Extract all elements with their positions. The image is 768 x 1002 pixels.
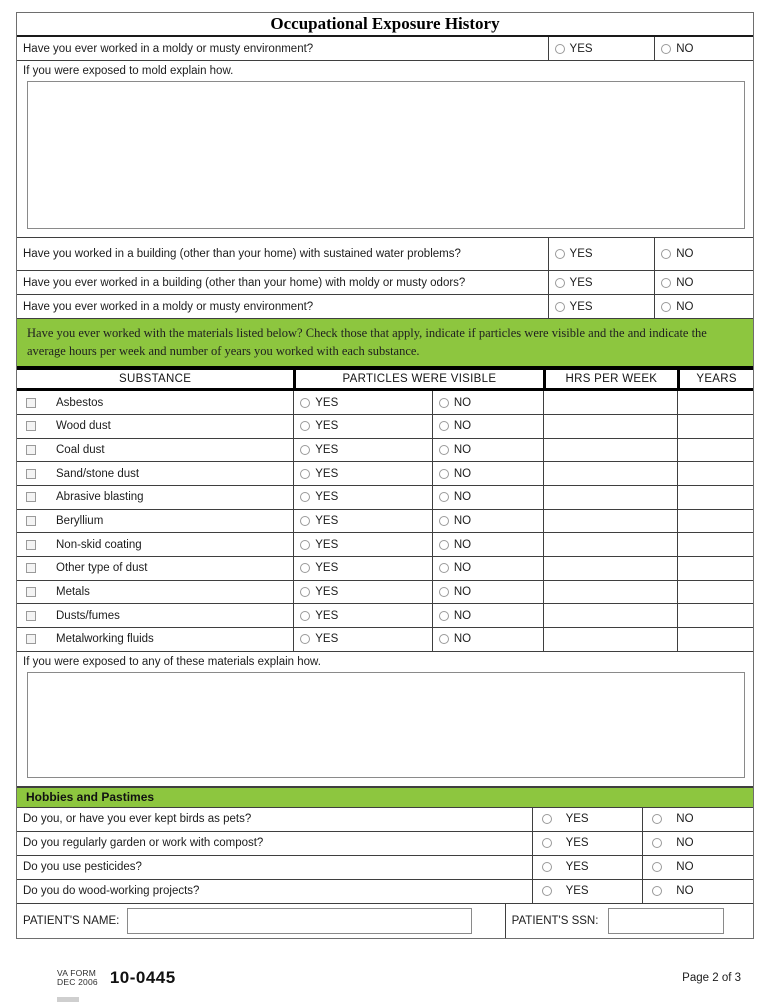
- hrs-per-week-input-cell[interactable]: [543, 557, 678, 580]
- yes-cell: [532, 880, 643, 903]
- question-text: Do you use pesticides?: [23, 861, 142, 874]
- particles-no-radio[interactable]: [439, 611, 449, 621]
- yes-label: YES: [565, 861, 589, 874]
- no-radio[interactable]: [661, 302, 671, 312]
- substance-table-body: [17, 391, 753, 652]
- particles-yes-cell: [293, 510, 432, 533]
- substance-row: [17, 604, 753, 628]
- particles-yes-radio[interactable]: [300, 469, 310, 479]
- va-form-text: VA FORM: [57, 968, 97, 978]
- patient-name-cell: [17, 904, 505, 938]
- particles-yes-radio[interactable]: [300, 516, 310, 526]
- particles-yes-radio[interactable]: [300, 634, 310, 644]
- materials-explain-section: [17, 652, 753, 787]
- hobby-question-row: [17, 880, 753, 904]
- particles-yes-radio[interactable]: [300, 445, 310, 455]
- question-row: [17, 271, 753, 295]
- yes-label: YES: [569, 276, 593, 289]
- no-radio[interactable]: [661, 249, 671, 259]
- no-label: NO: [453, 538, 472, 551]
- hobby-question-row: [17, 808, 753, 832]
- particles-no-cell: [432, 557, 543, 580]
- mold-explain-section: [17, 61, 753, 238]
- no-cell: [654, 271, 753, 294]
- substance-checkbox[interactable]: [26, 634, 36, 644]
- substance-cell: [17, 628, 293, 651]
- no-radio[interactable]: [652, 814, 662, 824]
- page-title: Occupational Exposure History: [270, 14, 500, 33]
- particles-yes-cell: [293, 462, 432, 485]
- question-text: Have you ever worked in a building (other than your home) with moldy or musty odors?: [23, 276, 466, 289]
- particles-yes-radio[interactable]: [300, 587, 310, 597]
- particles-yes-cell: [293, 533, 432, 556]
- years-input-cell[interactable]: [677, 439, 753, 462]
- substance-checkbox[interactable]: [26, 469, 36, 479]
- years-input-cell[interactable]: [677, 533, 753, 556]
- particles-no-cell: [432, 581, 543, 604]
- particles-yes-radio[interactable]: [300, 611, 310, 621]
- years-input-cell[interactable]: [677, 581, 753, 604]
- yes-radio[interactable]: [555, 278, 565, 288]
- particles-yes-cell: [293, 581, 432, 604]
- years-input-cell[interactable]: [677, 462, 753, 485]
- substance-row: [17, 462, 753, 486]
- patient-name-input[interactable]: [127, 908, 472, 934]
- particles-yes-radio[interactable]: [300, 421, 310, 431]
- substance-row: [17, 391, 753, 415]
- question-text: Do you regularly garden or work with compost?: [23, 837, 264, 850]
- hrs-per-week-input-cell[interactable]: [543, 533, 678, 556]
- substance-checkbox[interactable]: [26, 421, 36, 431]
- question-text: Have you ever worked in a moldy or musty environment?: [23, 300, 314, 313]
- particles-no-cell: [432, 439, 543, 462]
- no-label: NO: [453, 467, 472, 480]
- particles-no-cell: [432, 510, 543, 533]
- substance-label: Dusts/fumes: [56, 609, 120, 622]
- patient-name-label: PATIENT'S NAME:: [23, 914, 120, 927]
- substance-label: Wood dust: [56, 420, 111, 433]
- particles-yes-cell: [293, 604, 432, 627]
- hrs-per-week-input-cell[interactable]: [543, 510, 678, 533]
- particles-yes-cell: [293, 439, 432, 462]
- yes-radio[interactable]: [555, 44, 565, 54]
- va-form-date: DEC 2006: [57, 977, 98, 987]
- substance-checkbox[interactable]: [26, 563, 36, 573]
- no-radio[interactable]: [652, 838, 662, 848]
- particles-no-cell: [432, 628, 543, 651]
- patient-ssn-cell: [505, 904, 753, 938]
- particles-yes-cell: [293, 628, 432, 651]
- no-label: NO: [676, 861, 694, 874]
- hobbies-header-label: Hobbies and Pastimes: [26, 790, 155, 805]
- no-label: NO: [676, 300, 694, 313]
- years-input-cell[interactable]: [677, 415, 753, 438]
- substance-row: [17, 581, 753, 605]
- form-title-bar: [17, 13, 753, 37]
- header-hrs-per-week: HRS PER WEEK: [543, 370, 678, 388]
- yes-cell: [532, 832, 643, 855]
- substance-label: Other type of dust: [56, 562, 148, 575]
- particles-yes-cell: [293, 557, 432, 580]
- patient-info-row: [17, 904, 753, 938]
- no-radio[interactable]: [661, 278, 671, 288]
- substance-cell: [17, 510, 293, 533]
- yes-label: YES: [565, 885, 589, 898]
- no-cell: [642, 808, 753, 831]
- substance-row: [17, 486, 753, 510]
- hrs-per-week-input-cell[interactable]: [543, 486, 678, 509]
- hrs-per-week-input-cell[interactable]: [543, 604, 678, 627]
- particles-yes-cell: [293, 391, 432, 414]
- no-label: NO: [676, 276, 694, 289]
- no-cell: [642, 832, 753, 855]
- no-label: NO: [453, 491, 472, 504]
- yes-label: YES: [315, 586, 339, 599]
- particles-no-radio[interactable]: [439, 445, 449, 455]
- particles-yes-radio[interactable]: [300, 540, 310, 550]
- particles-no-cell: [432, 604, 543, 627]
- no-label: NO: [676, 837, 694, 850]
- substance-cell: [17, 391, 293, 414]
- question-text: Do you do wood-working projects?: [23, 885, 200, 898]
- years-input-cell[interactable]: [677, 391, 753, 414]
- no-label: NO: [676, 248, 694, 260]
- yes-label: YES: [569, 42, 593, 55]
- no-label: NO: [453, 562, 472, 575]
- substance-checkbox[interactable]: [26, 516, 36, 526]
- question-row: [17, 238, 753, 271]
- yes-radio[interactable]: [542, 814, 552, 824]
- header-years: YEARS: [677, 370, 753, 388]
- substance-label: Coal dust: [56, 443, 105, 456]
- yes-cell: [532, 808, 643, 831]
- hrs-per-week-input-cell[interactable]: [543, 581, 678, 604]
- substance-label: Metals: [56, 586, 90, 599]
- yes-label: YES: [315, 467, 339, 480]
- question-text: Have you worked in a building (other than your home) with sustained water problems?: [23, 247, 461, 260]
- mold-explain-textarea[interactable]: [27, 81, 745, 229]
- substance-checkbox[interactable]: [26, 611, 36, 621]
- va-form-block: [57, 969, 98, 987]
- substance-checkbox[interactable]: [26, 398, 36, 408]
- form-number: 10-0445: [109, 968, 176, 987]
- substance-label: Metalworking fluids: [56, 633, 154, 646]
- substance-label: Asbestos: [56, 396, 104, 409]
- substance-label: Non-skid coating: [56, 538, 142, 551]
- yes-radio[interactable]: [542, 838, 552, 848]
- question-text: Do you, or have you ever kept birds as pets?: [23, 813, 252, 826]
- substance-cell: [17, 557, 293, 580]
- yes-label: YES: [565, 837, 589, 850]
- no-cell: [654, 37, 753, 60]
- years-input-cell[interactable]: [677, 628, 753, 651]
- substance-label: Sand/stone dust: [56, 467, 140, 480]
- particles-yes-cell: [293, 486, 432, 509]
- substance-cell: [17, 439, 293, 462]
- yes-label: YES: [315, 491, 339, 504]
- substance-label: Abrasive blasting: [56, 491, 144, 504]
- no-radio[interactable]: [652, 862, 662, 872]
- substance-row: [17, 510, 753, 534]
- particles-no-radio[interactable]: [439, 540, 449, 550]
- yes-label: YES: [315, 420, 339, 433]
- particles-yes-radio[interactable]: [300, 492, 310, 502]
- substance-cell: [17, 533, 293, 556]
- hrs-per-week-input-cell[interactable]: [543, 439, 678, 462]
- particles-no-radio[interactable]: [439, 634, 449, 644]
- patient-ssn-label: PATIENT'S SSN:: [511, 914, 599, 927]
- substance-checkbox[interactable]: [26, 445, 36, 455]
- no-label: NO: [453, 420, 472, 433]
- substance-cell: [17, 486, 293, 509]
- yes-label: YES: [315, 562, 339, 575]
- form-footer: [57, 968, 176, 988]
- particles-no-radio[interactable]: [439, 563, 449, 573]
- substance-row: [17, 439, 753, 463]
- particles-no-radio[interactable]: [439, 398, 449, 408]
- particles-no-cell: [432, 415, 543, 438]
- question-row: [17, 295, 753, 319]
- occupational-exposure-form: [16, 12, 754, 939]
- yes-cell: [548, 238, 655, 270]
- yes-cell: [548, 37, 655, 60]
- materials-explain-textarea[interactable]: [27, 672, 745, 778]
- yes-radio[interactable]: [542, 862, 552, 872]
- particles-no-cell: [432, 533, 543, 556]
- no-label: NO: [453, 515, 472, 528]
- page-number: Page 2 of 3: [682, 972, 741, 984]
- header-substance: SUBSTANCE: [119, 373, 192, 386]
- no-label: NO: [453, 443, 472, 456]
- particles-no-radio[interactable]: [439, 516, 449, 526]
- particles-yes-radio[interactable]: [300, 398, 310, 408]
- particles-yes-cell: [293, 415, 432, 438]
- substance-cell: [17, 581, 293, 604]
- mold-explain-label: If you were exposed to mold explain how.: [23, 65, 234, 77]
- years-input-cell[interactable]: [677, 604, 753, 627]
- particles-no-cell: [432, 391, 543, 414]
- substance-label: Beryllium: [56, 515, 104, 528]
- substance-checkbox[interactable]: [26, 587, 36, 597]
- years-input-cell[interactable]: [677, 510, 753, 533]
- no-label: NO: [453, 396, 472, 409]
- yes-radio[interactable]: [542, 886, 552, 896]
- hobby-question-row: [17, 856, 753, 880]
- years-input-cell[interactable]: [677, 486, 753, 509]
- no-label: NO: [676, 813, 694, 826]
- yes-cell: [548, 295, 655, 318]
- substance-row: [17, 628, 753, 652]
- question-row-moldy-environment: [17, 37, 753, 61]
- mid-question-group: [17, 238, 753, 319]
- particles-no-radio[interactable]: [439, 587, 449, 597]
- hobbies-section-header: [17, 787, 753, 808]
- hobbies-question-group: [17, 808, 753, 904]
- yes-cell: [532, 856, 643, 879]
- particles-no-cell: [432, 486, 543, 509]
- yes-label: YES: [315, 443, 339, 456]
- substance-row: [17, 415, 753, 439]
- yes-label: YES: [565, 813, 589, 826]
- substance-cell: [17, 415, 293, 438]
- no-label: NO: [676, 42, 694, 55]
- yes-label: YES: [315, 538, 339, 551]
- particles-no-radio[interactable]: [439, 492, 449, 502]
- years-input-cell[interactable]: [677, 557, 753, 580]
- no-label: NO: [453, 633, 472, 646]
- no-cell: [642, 880, 753, 903]
- patient-ssn-input[interactable]: [608, 908, 724, 934]
- yes-radio[interactable]: [555, 249, 565, 259]
- no-radio[interactable]: [652, 886, 662, 896]
- yes-label: YES: [315, 515, 339, 528]
- substance-checkbox[interactable]: [26, 540, 36, 550]
- hrs-per-week-input-cell[interactable]: [543, 628, 678, 651]
- hrs-per-week-input-cell[interactable]: [543, 462, 678, 485]
- no-cell: [654, 295, 753, 318]
- particles-yes-radio[interactable]: [300, 563, 310, 573]
- yes-label: YES: [315, 633, 339, 646]
- scan-artifact: [57, 997, 79, 1002]
- no-label: NO: [453, 586, 472, 599]
- substance-row: [17, 557, 753, 581]
- no-cell: [642, 856, 753, 879]
- hrs-per-week-input-cell[interactable]: [543, 415, 678, 438]
- no-radio[interactable]: [661, 44, 671, 54]
- question-text: Have you ever worked in a moldy or musty environment?: [23, 42, 314, 55]
- substance-checkbox[interactable]: [26, 492, 36, 502]
- substance-row: [17, 533, 753, 557]
- substance-table-header: [17, 366, 753, 391]
- yes-label: YES: [315, 609, 339, 622]
- substance-cell: [17, 604, 293, 627]
- substance-cell: [17, 462, 293, 485]
- materials-explain-label: If you were exposed to any of these materials explain how.: [23, 655, 321, 668]
- yes-label: YES: [569, 248, 593, 260]
- particles-no-cell: [432, 462, 543, 485]
- materials-instruction-banner: Have you ever worked with the materials listed below? Check those that apply, indicate if particles were visible and the and indicate the average hours per week and number of years you worked with each substance.: [17, 319, 753, 366]
- yes-cell: [548, 271, 655, 294]
- yes-label: YES: [315, 396, 339, 409]
- hrs-per-week-input-cell[interactable]: [543, 391, 678, 414]
- no-cell: [654, 238, 753, 270]
- yes-radio[interactable]: [555, 302, 565, 312]
- particles-no-radio[interactable]: [439, 421, 449, 431]
- header-particles: PARTICLES WERE VISIBLE: [293, 370, 542, 388]
- hobby-question-row: [17, 832, 753, 856]
- particles-no-radio[interactable]: [439, 469, 449, 479]
- no-label: NO: [676, 885, 694, 898]
- no-label: NO: [453, 609, 472, 622]
- yes-label: YES: [569, 300, 593, 313]
